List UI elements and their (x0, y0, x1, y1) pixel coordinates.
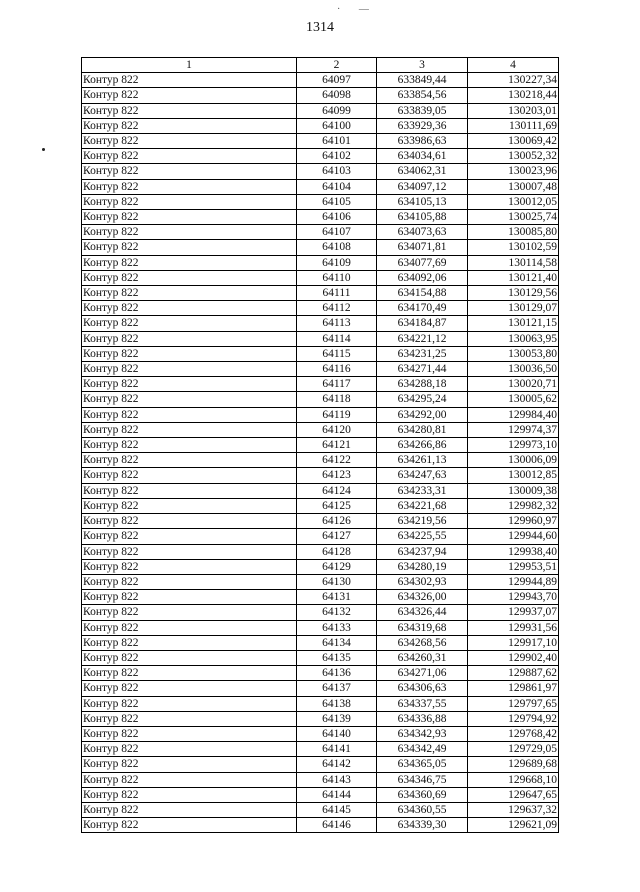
contour-name-cell: Контур 822 (82, 164, 297, 179)
x-coordinate-cell: 634092,06 (377, 270, 468, 285)
y-coordinate-cell: 130085,80 (468, 225, 559, 240)
table-row (82, 103, 559, 118)
point-number-cell: 64123 (297, 468, 377, 483)
table-row (82, 362, 559, 377)
x-coordinate-cell: 634266,86 (377, 438, 468, 453)
contour-name-cell: Контур 822 (82, 331, 297, 346)
x-coordinate-cell: 634271,06 (377, 666, 468, 681)
x-coordinate-cell: 633929,36 (377, 118, 468, 133)
point-number-cell: 64116 (297, 362, 377, 377)
point-number-cell: 64110 (297, 270, 377, 285)
table-row (82, 559, 559, 574)
y-coordinate-cell: 129637,32 (468, 802, 559, 817)
point-number-cell: 64141 (297, 742, 377, 757)
contour-name-cell: Контур 822 (82, 559, 297, 574)
contour-name-cell: Контур 822 (82, 392, 297, 407)
contour-name-cell: Контур 822 (82, 407, 297, 422)
point-number-cell: 64101 (297, 134, 377, 149)
table-row (82, 453, 559, 468)
point-number-cell: 64146 (297, 818, 377, 833)
contour-name-cell: Контур 822 (82, 818, 297, 833)
x-coordinate-cell: 634231,25 (377, 346, 468, 361)
table-row (82, 574, 559, 589)
table-row (82, 331, 559, 346)
point-number-cell: 64134 (297, 635, 377, 650)
y-coordinate-cell: 129953,51 (468, 559, 559, 574)
point-number-cell: 64107 (297, 225, 377, 240)
y-coordinate-cell: 129960,97 (468, 514, 559, 529)
table-row (82, 468, 559, 483)
contour-name-cell: Контур 822 (82, 286, 297, 301)
x-coordinate-cell: 634288,18 (377, 377, 468, 392)
point-number-cell: 64105 (297, 194, 377, 209)
table-row (82, 483, 559, 498)
table-row (82, 118, 559, 133)
contour-name-cell: Контур 822 (82, 149, 297, 164)
x-coordinate-cell: 634261,13 (377, 453, 468, 468)
x-coordinate-cell: 633854,56 (377, 88, 468, 103)
point-number-cell: 64104 (297, 179, 377, 194)
x-coordinate-cell: 634295,24 (377, 392, 468, 407)
table-row (82, 711, 559, 726)
point-number-cell: 64117 (297, 377, 377, 392)
y-coordinate-cell: 130012,85 (468, 468, 559, 483)
table-row (82, 605, 559, 620)
table-row (82, 529, 559, 544)
x-coordinate-cell: 634184,87 (377, 316, 468, 331)
y-coordinate-cell: 130129,07 (468, 301, 559, 316)
point-number-cell: 64112 (297, 301, 377, 316)
table-row (82, 742, 559, 757)
x-coordinate-cell: 634237,94 (377, 544, 468, 559)
contour-name-cell: Контур 822 (82, 802, 297, 817)
x-coordinate-cell: 634280,19 (377, 559, 468, 574)
y-coordinate-cell: 130023,96 (468, 164, 559, 179)
contour-name-cell: Контур 822 (82, 635, 297, 650)
table-row (82, 544, 559, 559)
table-row (82, 194, 559, 209)
table-row (82, 73, 559, 88)
point-number-cell: 64120 (297, 422, 377, 437)
contour-name-cell: Контур 822 (82, 301, 297, 316)
table-row (82, 164, 559, 179)
contour-name-cell: Контур 822 (82, 134, 297, 149)
table-row (82, 134, 559, 149)
x-coordinate-cell: 634073,63 (377, 225, 468, 240)
x-coordinate-cell: 634233,31 (377, 483, 468, 498)
y-coordinate-cell: 129944,89 (468, 574, 559, 589)
y-coordinate-cell: 129943,70 (468, 590, 559, 605)
contour-name-cell: Контур 822 (82, 696, 297, 711)
y-coordinate-cell: 130053,80 (468, 346, 559, 361)
scan-artifact-dot (42, 148, 45, 151)
point-number-cell: 64127 (297, 529, 377, 544)
table-row (82, 696, 559, 711)
point-number-cell: 64126 (297, 514, 377, 529)
y-coordinate-cell: 129647,65 (468, 787, 559, 802)
contour-name-cell: Контур 822 (82, 88, 297, 103)
point-number-cell: 64114 (297, 331, 377, 346)
table-row (82, 757, 559, 772)
x-coordinate-cell: 634219,56 (377, 514, 468, 529)
contour-name-cell: Контур 822 (82, 529, 297, 544)
contour-name-cell: Контур 822 (82, 179, 297, 194)
contour-name-cell: Контур 822 (82, 118, 297, 133)
table-row (82, 240, 559, 255)
x-coordinate-cell: 634097,12 (377, 179, 468, 194)
contour-name-cell: Контур 822 (82, 772, 297, 787)
point-number-cell: 64138 (297, 696, 377, 711)
table-row (82, 498, 559, 513)
x-coordinate-cell: 634247,63 (377, 468, 468, 483)
point-number-cell: 64132 (297, 605, 377, 620)
table-row (82, 210, 559, 225)
table-row (82, 666, 559, 681)
y-coordinate-cell: 130203,01 (468, 103, 559, 118)
table-row (82, 514, 559, 529)
y-coordinate-cell: 129797,65 (468, 696, 559, 711)
point-number-cell: 64135 (297, 650, 377, 665)
table-row (82, 407, 559, 422)
point-number-cell: 64098 (297, 88, 377, 103)
y-coordinate-cell: 129982,32 (468, 498, 559, 513)
x-coordinate-cell: 634292,00 (377, 407, 468, 422)
table-row (82, 787, 559, 802)
table-row (82, 377, 559, 392)
point-number-cell: 64130 (297, 574, 377, 589)
point-number-cell: 64118 (297, 392, 377, 407)
table-row (82, 590, 559, 605)
x-coordinate-cell: 634170,49 (377, 301, 468, 316)
x-coordinate-cell: 634077,69 (377, 255, 468, 270)
contour-name-cell: Контур 822 (82, 590, 297, 605)
x-coordinate-cell: 634339,30 (377, 818, 468, 833)
table-row (82, 255, 559, 270)
contour-name-cell: Контур 822 (82, 650, 297, 665)
point-number-cell: 64131 (297, 590, 377, 605)
table-row (82, 620, 559, 635)
point-number-cell: 64108 (297, 240, 377, 255)
column-header-4: 4 (468, 58, 559, 73)
contour-name-cell: Контур 822 (82, 255, 297, 270)
x-coordinate-cell: 633849,44 (377, 73, 468, 88)
table-row (82, 818, 559, 833)
point-number-cell: 64145 (297, 802, 377, 817)
point-number-cell: 64122 (297, 453, 377, 468)
x-coordinate-cell: 634336,88 (377, 711, 468, 726)
table-row (82, 88, 559, 103)
table-row (82, 635, 559, 650)
y-coordinate-cell: 130025,74 (468, 210, 559, 225)
y-coordinate-cell: 130121,15 (468, 316, 559, 331)
contour-name-cell: Контур 822 (82, 757, 297, 772)
x-coordinate-cell: 634360,69 (377, 787, 468, 802)
x-coordinate-cell: 634319,68 (377, 620, 468, 635)
y-coordinate-cell: 130020,71 (468, 377, 559, 392)
contour-name-cell: Контур 822 (82, 210, 297, 225)
y-coordinate-cell: 129902,40 (468, 650, 559, 665)
y-coordinate-cell: 129768,42 (468, 726, 559, 741)
y-coordinate-cell: 130005,62 (468, 392, 559, 407)
table-row (82, 179, 559, 194)
coordinates-table (81, 57, 559, 833)
table-row (82, 650, 559, 665)
y-coordinate-cell: 129861,97 (468, 681, 559, 696)
y-coordinate-cell: 130009,38 (468, 483, 559, 498)
point-number-cell: 64102 (297, 149, 377, 164)
y-coordinate-cell: 129917,10 (468, 635, 559, 650)
point-number-cell: 64142 (297, 757, 377, 772)
point-number-cell: 64128 (297, 544, 377, 559)
x-coordinate-cell: 634034,61 (377, 149, 468, 164)
contour-name-cell: Контур 822 (82, 681, 297, 696)
x-coordinate-cell: 634365,05 (377, 757, 468, 772)
y-coordinate-cell: 129621,09 (468, 818, 559, 833)
point-number-cell: 64144 (297, 787, 377, 802)
contour-name-cell: Контур 822 (82, 620, 297, 635)
x-coordinate-cell: 634225,55 (377, 529, 468, 544)
point-number-cell: 64109 (297, 255, 377, 270)
contour-name-cell: Контур 822 (82, 453, 297, 468)
table-row (82, 802, 559, 817)
scan-marks: · — (337, 4, 377, 15)
header-row (82, 58, 559, 73)
point-number-cell: 64103 (297, 164, 377, 179)
y-coordinate-cell: 130114,58 (468, 255, 559, 270)
point-number-cell: 64129 (297, 559, 377, 574)
contour-name-cell: Контур 822 (82, 422, 297, 437)
contour-name-cell: Контур 822 (82, 726, 297, 741)
x-coordinate-cell: 634260,31 (377, 650, 468, 665)
y-coordinate-cell: 129937,07 (468, 605, 559, 620)
point-number-cell: 64140 (297, 726, 377, 741)
x-coordinate-cell: 634346,75 (377, 772, 468, 787)
y-coordinate-cell: 129887,62 (468, 666, 559, 681)
contour-name-cell: Контур 822 (82, 194, 297, 209)
contour-name-cell: Контур 822 (82, 316, 297, 331)
contour-name-cell: Контур 822 (82, 483, 297, 498)
contour-name-cell: Контур 822 (82, 498, 297, 513)
contour-name-cell: Контур 822 (82, 544, 297, 559)
column-header-1: 1 (82, 58, 297, 73)
point-number-cell: 64139 (297, 711, 377, 726)
x-coordinate-cell: 634071,81 (377, 240, 468, 255)
contour-name-cell: Контур 822 (82, 605, 297, 620)
y-coordinate-cell: 129974,37 (468, 422, 559, 437)
x-coordinate-cell: 634280,81 (377, 422, 468, 437)
x-coordinate-cell: 634360,55 (377, 802, 468, 817)
point-number-cell: 64121 (297, 438, 377, 453)
y-coordinate-cell: 129984,40 (468, 407, 559, 422)
y-coordinate-cell: 130227,34 (468, 73, 559, 88)
point-number-cell: 64125 (297, 498, 377, 513)
point-number-cell: 64097 (297, 73, 377, 88)
y-coordinate-cell: 130036,50 (468, 362, 559, 377)
x-coordinate-cell: 634062,31 (377, 164, 468, 179)
y-coordinate-cell: 129689,68 (468, 757, 559, 772)
point-number-cell: 64143 (297, 772, 377, 787)
table-row (82, 422, 559, 437)
point-number-cell: 64119 (297, 407, 377, 422)
table-row (82, 346, 559, 361)
contour-name-cell: Контур 822 (82, 346, 297, 361)
y-coordinate-cell: 129668,10 (468, 772, 559, 787)
x-coordinate-cell: 634302,93 (377, 574, 468, 589)
point-number-cell: 64106 (297, 210, 377, 225)
x-coordinate-cell: 634342,93 (377, 726, 468, 741)
y-coordinate-cell: 130012,05 (468, 194, 559, 209)
point-number-cell: 64113 (297, 316, 377, 331)
table-row (82, 392, 559, 407)
table-row (82, 726, 559, 741)
y-coordinate-cell: 130129,56 (468, 286, 559, 301)
x-coordinate-cell: 634105,88 (377, 210, 468, 225)
point-number-cell: 64124 (297, 483, 377, 498)
point-number-cell: 64111 (297, 286, 377, 301)
table-row (82, 270, 559, 285)
contour-name-cell: Контур 822 (82, 742, 297, 757)
table-row (82, 149, 559, 164)
point-number-cell: 64133 (297, 620, 377, 635)
x-coordinate-cell: 634326,00 (377, 590, 468, 605)
y-coordinate-cell: 130102,59 (468, 240, 559, 255)
table-row (82, 772, 559, 787)
table-row (82, 681, 559, 696)
contour-name-cell: Контур 822 (82, 514, 297, 529)
contour-name-cell: Контур 822 (82, 103, 297, 118)
page-number: 1314 (306, 20, 334, 35)
point-number-cell: 64100 (297, 118, 377, 133)
y-coordinate-cell: 129944,60 (468, 529, 559, 544)
y-coordinate-cell: 129938,40 (468, 544, 559, 559)
y-coordinate-cell: 129794,92 (468, 711, 559, 726)
y-coordinate-cell: 130006,09 (468, 453, 559, 468)
x-coordinate-cell: 634221,68 (377, 498, 468, 513)
y-coordinate-cell: 130063,95 (468, 331, 559, 346)
y-coordinate-cell: 130218,44 (468, 88, 559, 103)
contour-name-cell: Контур 822 (82, 270, 297, 285)
contour-name-cell: Контур 822 (82, 711, 297, 726)
x-coordinate-cell: 633839,05 (377, 103, 468, 118)
contour-name-cell: Контур 822 (82, 438, 297, 453)
contour-name-cell: Контур 822 (82, 574, 297, 589)
point-number-cell: 64099 (297, 103, 377, 118)
contour-name-cell: Контур 822 (82, 377, 297, 392)
x-coordinate-cell: 634342,49 (377, 742, 468, 757)
table-row (82, 316, 559, 331)
y-coordinate-cell: 129973,10 (468, 438, 559, 453)
y-coordinate-cell: 130121,40 (468, 270, 559, 285)
x-coordinate-cell: 634271,44 (377, 362, 468, 377)
y-coordinate-cell: 129729,05 (468, 742, 559, 757)
contour-name-cell: Контур 822 (82, 468, 297, 483)
column-header-2: 2 (297, 58, 377, 73)
x-coordinate-cell: 634337,55 (377, 696, 468, 711)
contour-name-cell: Контур 822 (82, 73, 297, 88)
contour-name-cell: Контур 822 (82, 240, 297, 255)
table-row (82, 225, 559, 240)
x-coordinate-cell: 633986,63 (377, 134, 468, 149)
contour-name-cell: Контур 822 (82, 225, 297, 240)
point-number-cell: 64136 (297, 666, 377, 681)
y-coordinate-cell: 129931,56 (468, 620, 559, 635)
contour-name-cell: Контур 822 (82, 666, 297, 681)
y-coordinate-cell: 130007,48 (468, 179, 559, 194)
table-row (82, 301, 559, 316)
table-row (82, 286, 559, 301)
contour-name-cell: Контур 822 (82, 787, 297, 802)
y-coordinate-cell: 130069,42 (468, 134, 559, 149)
contour-name-cell: Контур 822 (82, 362, 297, 377)
x-coordinate-cell: 634154,88 (377, 286, 468, 301)
x-coordinate-cell: 634105,13 (377, 194, 468, 209)
point-number-cell: 64115 (297, 346, 377, 361)
point-number-cell: 64137 (297, 681, 377, 696)
x-coordinate-cell: 634326,44 (377, 605, 468, 620)
x-coordinate-cell: 634268,56 (377, 635, 468, 650)
x-coordinate-cell: 634306,63 (377, 681, 468, 696)
y-coordinate-cell: 130052,32 (468, 149, 559, 164)
table-row (82, 438, 559, 453)
column-header-3: 3 (377, 58, 468, 73)
x-coordinate-cell: 634221,12 (377, 331, 468, 346)
y-coordinate-cell: 130111,69 (468, 118, 559, 133)
